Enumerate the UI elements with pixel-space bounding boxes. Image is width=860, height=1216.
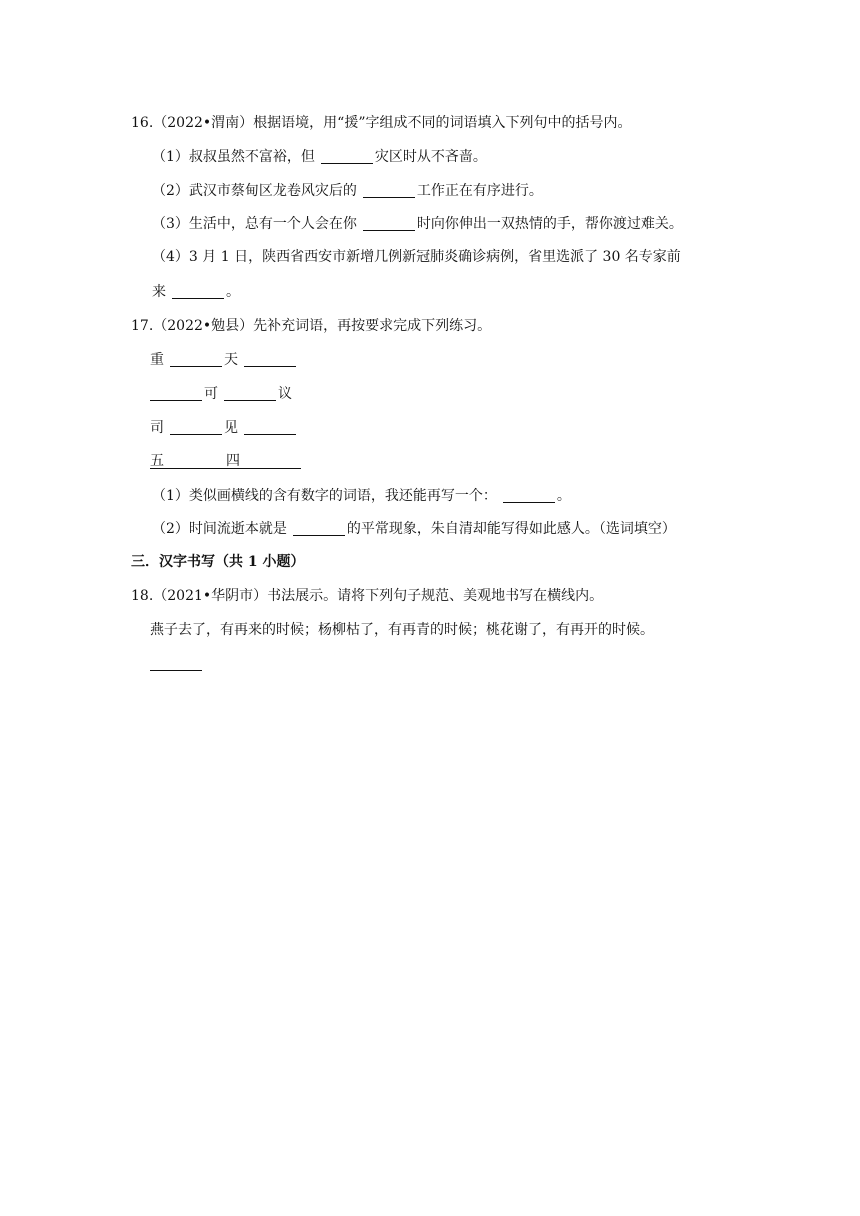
q16-item-2-label: （2）	[152, 183, 189, 199]
q17-sub-2-text-after: 的平常现象，朱自清却能写得如此感人。（选词填空）	[346, 521, 676, 537]
q17-word-4-char-b: 四	[226, 453, 240, 469]
q16-item-3-blank[interactable]	[363, 216, 415, 231]
q16-item-4-text: 3 月 1 日，陕西省西安市新增几例新冠肺炎确诊病例，省里选派了 30 名专家前	[188, 249, 681, 265]
q17-word-3	[150, 419, 298, 437]
q17-word-2-char-c: 议	[278, 386, 292, 402]
q16-stem: 根据语境，用“援”字组成不同的词语填入下列句中的括号内。	[253, 115, 632, 131]
q18-source: （2021•华阴市）	[153, 588, 268, 604]
q17-word-3-blank-2[interactable]	[244, 420, 296, 435]
q16-item-4-text-after: 。	[226, 284, 240, 300]
q16-item-3-text-after: 时向你伸出一双热情的手，帮你渡过难关。	[416, 216, 683, 232]
q17-word-3-blank-1[interactable]	[170, 420, 222, 435]
q17-word-2-blank-1[interactable]	[150, 386, 202, 401]
q17-word-3-char-b: 见	[224, 420, 238, 436]
q17-word-1-char-b: 天	[224, 352, 238, 368]
q16-item-1-text: 叔叔虽然不富裕，但	[188, 149, 315, 165]
q17-word-2-char-b: 可	[204, 386, 218, 402]
q16-item-2-text-after: 工作正在有序进行。	[416, 183, 543, 199]
q16-item-4-continued	[152, 283, 240, 301]
q16-item-3-label: （3）	[152, 216, 189, 232]
q18-number: 18.	[131, 588, 154, 604]
q18-answer-line	[150, 655, 204, 673]
q17-word-4-char-a: 五	[150, 453, 164, 469]
q16-item-1-text-after: 灾区时从不吝啬。	[374, 149, 487, 165]
q17-stem: 先补充词语，再按要求完成下列练习。	[253, 318, 492, 334]
q16-item-4	[152, 248, 681, 266]
q18-header	[131, 587, 603, 605]
q17-word-1-char-a: 重	[150, 352, 164, 368]
q16-item-2-text: 武汉市蔡甸区龙卷风灾后的	[188, 183, 357, 199]
q16-item-1	[152, 148, 487, 166]
q17-sub-1-text-after: 。	[556, 488, 571, 504]
q16-item-3-text: 生活中，总有一个人会在你	[188, 216, 357, 232]
q17-word-1	[150, 351, 298, 369]
q17-number: 17.	[131, 318, 154, 334]
q16-item-1-label: （1）	[152, 149, 189, 165]
q16-item-2	[152, 182, 543, 200]
q17-sub-1-blank[interactable]	[503, 488, 555, 503]
q17-word-2-blank-2[interactable]	[224, 386, 276, 401]
q16-number: 16.	[131, 115, 154, 131]
q17-header	[131, 317, 491, 335]
q17-sub-1-text: 类似画横线的含有数字的词语，我还能再写一个：	[188, 488, 497, 504]
q17-sub-2-blank[interactable]	[293, 521, 345, 536]
q18-sentence: 燕子去了，有再来的时候；杨柳枯了，有再青的时候；桃花谢了，有再开的时候。	[150, 622, 654, 638]
q17-sub-1-label: （1）	[152, 488, 189, 504]
q17-word-1-blank-2[interactable]	[244, 352, 296, 367]
q17-word-1-blank-1[interactable]	[170, 352, 222, 367]
q18-answer-blank[interactable]	[150, 656, 202, 671]
q17-sub-2-label: （2）	[152, 521, 189, 537]
q17-word-4-underlined	[150, 452, 301, 469]
q16-item-3	[152, 215, 683, 233]
q17-word-3-char-a: 司	[150, 420, 164, 436]
q16-item-2-blank[interactable]	[363, 183, 415, 198]
q16-item-1-blank[interactable]	[321, 149, 373, 164]
q17-sub-1	[152, 487, 571, 505]
q16-header	[131, 114, 631, 132]
q17-sub-2	[152, 520, 676, 538]
q16-item-4-cont-text: 来	[152, 284, 166, 300]
section-3-title: 三．汉字书写（共 1 小题）	[131, 554, 305, 570]
q16-item-4-label: （4）	[152, 249, 189, 265]
q18-stem: 书法展示。请将下列句子规范、美观地书写在横线内。	[267, 588, 604, 604]
q16-source: （2022•渭南）	[153, 115, 254, 131]
q16-item-4-blank[interactable]	[172, 284, 224, 299]
q17-source: （2022•勉县）	[153, 318, 254, 334]
q17-sub-2-text: 时间流逝本就是	[188, 521, 287, 537]
q17-word-2	[150, 385, 292, 403]
